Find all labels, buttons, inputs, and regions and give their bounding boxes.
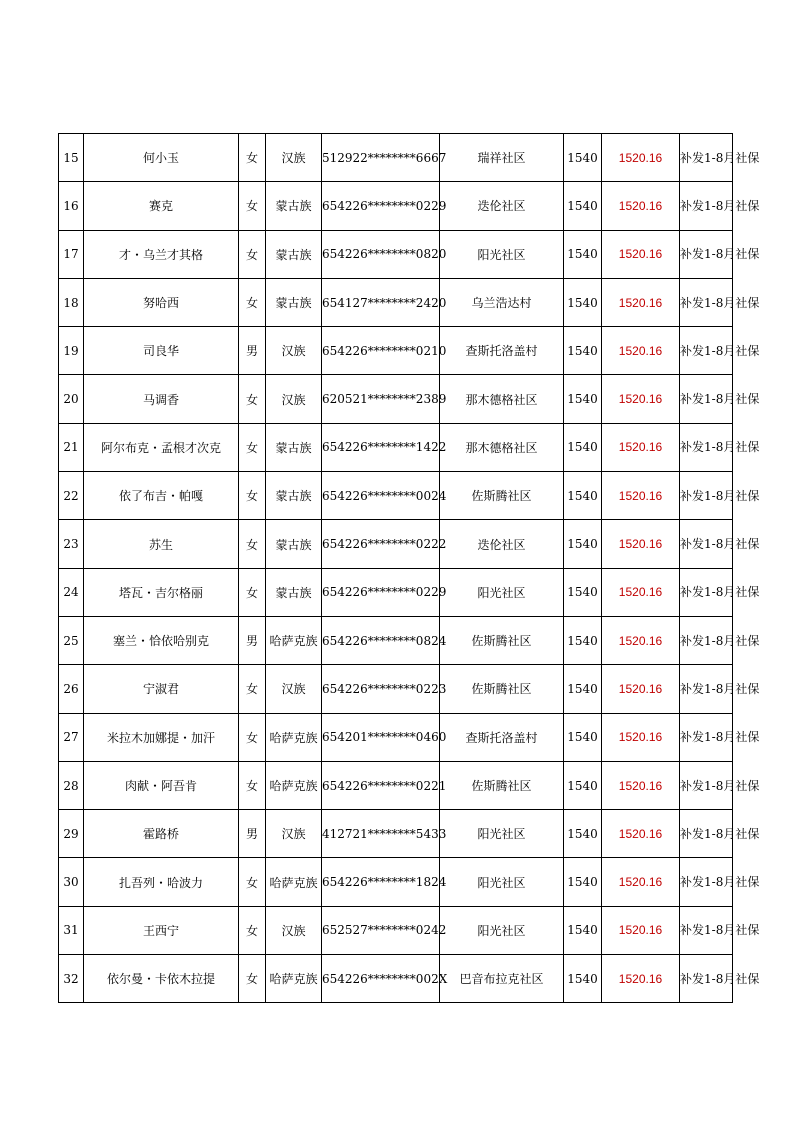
table-row bbox=[59, 472, 733, 520]
row-number-cell: 16 bbox=[59, 182, 84, 230]
row-number-cell: 27 bbox=[59, 713, 84, 761]
row-number-cell: 28 bbox=[59, 761, 84, 809]
community-cell: 迭伦社区 bbox=[440, 182, 564, 230]
gender-cell: 女 bbox=[239, 665, 266, 713]
table-row bbox=[59, 858, 733, 906]
payment-amount-cell: 1520.16 bbox=[602, 761, 680, 809]
id-number-cell: 654226********0229 bbox=[322, 568, 440, 616]
gender-cell: 女 bbox=[239, 423, 266, 471]
community-cell: 迭伦社区 bbox=[440, 520, 564, 568]
id-number-cell: 654226********002X bbox=[322, 955, 440, 1003]
payment-amount-cell: 1520.16 bbox=[602, 327, 680, 375]
community-cell: 佐斯腾社区 bbox=[440, 665, 564, 713]
remark-cell: 补发1-8月社保 bbox=[680, 906, 733, 954]
ethnicity-cell: 蒙古族 bbox=[266, 520, 322, 568]
payment-amount-cell: 1520.16 bbox=[602, 278, 680, 326]
ethnicity-cell: 蒙古族 bbox=[266, 423, 322, 471]
gender-cell: 男 bbox=[239, 616, 266, 664]
row-number-cell: 18 bbox=[59, 278, 84, 326]
id-number-cell: 654226********0024 bbox=[322, 472, 440, 520]
standard-amount-cell: 1540 bbox=[564, 375, 602, 423]
table-row bbox=[59, 713, 733, 761]
ethnicity-cell: 蒙古族 bbox=[266, 568, 322, 616]
gender-cell: 女 bbox=[239, 520, 266, 568]
row-number-cell: 32 bbox=[59, 955, 84, 1003]
payment-amount-cell: 1520.16 bbox=[602, 810, 680, 858]
person-name-cell: 苏生 bbox=[84, 520, 239, 568]
standard-amount-cell: 1540 bbox=[564, 858, 602, 906]
community-cell: 乌兰浩达村 bbox=[440, 278, 564, 326]
row-number-cell: 22 bbox=[59, 472, 84, 520]
id-number-cell: 654226********0223 bbox=[322, 665, 440, 713]
gender-cell: 女 bbox=[239, 472, 266, 520]
remark-cell: 补发1-8月社保 bbox=[680, 230, 733, 278]
ethnicity-cell: 汉族 bbox=[266, 810, 322, 858]
payment-amount-cell: 1520.16 bbox=[602, 616, 680, 664]
payment-amount-cell: 1520.16 bbox=[602, 423, 680, 471]
community-cell: 佐斯腾社区 bbox=[440, 472, 564, 520]
id-number-cell: 654226********0824 bbox=[322, 616, 440, 664]
ethnicity-cell: 蒙古族 bbox=[266, 278, 322, 326]
gender-cell: 女 bbox=[239, 858, 266, 906]
table-row bbox=[59, 810, 733, 858]
id-number-cell: 652527********0242 bbox=[322, 906, 440, 954]
remark-cell: 补发1-8月社保 bbox=[680, 472, 733, 520]
payment-amount-cell: 1520.16 bbox=[602, 858, 680, 906]
standard-amount-cell: 1540 bbox=[564, 616, 602, 664]
ethnicity-cell: 汉族 bbox=[266, 134, 322, 182]
community-cell: 佐斯腾社区 bbox=[440, 616, 564, 664]
community-cell: 阳光社区 bbox=[440, 906, 564, 954]
table-row bbox=[59, 423, 733, 471]
id-number-cell: 654226********0210 bbox=[322, 327, 440, 375]
id-number-cell: 654127********2420 bbox=[322, 278, 440, 326]
ethnicity-cell: 哈萨克族 bbox=[266, 955, 322, 1003]
standard-amount-cell: 1540 bbox=[564, 520, 602, 568]
payment-amount-cell: 1520.16 bbox=[602, 134, 680, 182]
remark-cell: 补发1-8月社保 bbox=[680, 858, 733, 906]
row-number-cell: 25 bbox=[59, 616, 84, 664]
payment-amount-cell: 1520.16 bbox=[602, 375, 680, 423]
remark-cell: 补发1-8月社保 bbox=[680, 182, 733, 230]
ethnicity-cell: 汉族 bbox=[266, 375, 322, 423]
ethnicity-cell: 哈萨克族 bbox=[266, 858, 322, 906]
standard-amount-cell: 1540 bbox=[564, 568, 602, 616]
payment-amount-cell: 1520.16 bbox=[602, 665, 680, 713]
gender-cell: 女 bbox=[239, 955, 266, 1003]
community-cell: 瑞祥社区 bbox=[440, 134, 564, 182]
payment-amount-cell: 1520.16 bbox=[602, 955, 680, 1003]
person-name-cell: 努哈西 bbox=[84, 278, 239, 326]
row-number-cell: 23 bbox=[59, 520, 84, 568]
table-row bbox=[59, 230, 733, 278]
id-number-cell: 412721********5433 bbox=[322, 810, 440, 858]
person-name-cell: 肉献・阿吾肯 bbox=[84, 761, 239, 809]
standard-amount-cell: 1540 bbox=[564, 423, 602, 471]
remark-cell: 补发1-8月社保 bbox=[680, 713, 733, 761]
gender-cell: 男 bbox=[239, 810, 266, 858]
payment-amount-cell: 1520.16 bbox=[602, 906, 680, 954]
community-cell: 阳光社区 bbox=[440, 858, 564, 906]
subsidy-roster-table bbox=[58, 133, 760, 1003]
row-number-cell: 29 bbox=[59, 810, 84, 858]
gender-cell: 女 bbox=[239, 134, 266, 182]
table-row bbox=[59, 955, 733, 1003]
remark-cell: 补发1-8月社保 bbox=[680, 278, 733, 326]
person-name-cell: 依尔曼・卡依木拉提 bbox=[84, 955, 239, 1003]
table-row bbox=[59, 327, 733, 375]
standard-amount-cell: 1540 bbox=[564, 327, 602, 375]
row-number-cell: 26 bbox=[59, 665, 84, 713]
table-row bbox=[59, 375, 733, 423]
table-row bbox=[59, 665, 733, 713]
community-cell: 查斯托洛盖村 bbox=[440, 327, 564, 375]
person-name-cell: 才・乌兰才其格 bbox=[84, 230, 239, 278]
remark-cell: 补发1-8月社保 bbox=[680, 761, 733, 809]
id-number-cell: 654226********0221 bbox=[322, 761, 440, 809]
remark-cell: 补发1-8月社保 bbox=[680, 810, 733, 858]
table-row bbox=[59, 134, 733, 182]
person-name-cell: 司良华 bbox=[84, 327, 239, 375]
payment-amount-cell: 1520.16 bbox=[602, 230, 680, 278]
table-row bbox=[59, 568, 733, 616]
remark-cell: 补发1-8月社保 bbox=[680, 955, 733, 1003]
person-name-cell: 米拉木加娜提・加汗 bbox=[84, 713, 239, 761]
remark-cell: 补发1-8月社保 bbox=[680, 665, 733, 713]
community-cell: 阳光社区 bbox=[440, 810, 564, 858]
standard-amount-cell: 1540 bbox=[564, 230, 602, 278]
id-number-cell: 654226********0820 bbox=[322, 230, 440, 278]
standard-amount-cell: 1540 bbox=[564, 278, 602, 326]
roster-body bbox=[59, 134, 760, 1003]
table-row bbox=[59, 278, 733, 326]
id-number-cell: 512922********6667 bbox=[322, 134, 440, 182]
standard-amount-cell: 1540 bbox=[564, 665, 602, 713]
person-name-cell: 阿尔布克・孟根才次克 bbox=[84, 423, 239, 471]
remark-cell: 补发1-8月社保 bbox=[680, 327, 733, 375]
id-number-cell: 654226********0222 bbox=[322, 520, 440, 568]
person-name-cell: 霍路桥 bbox=[84, 810, 239, 858]
person-name-cell: 何小玉 bbox=[84, 134, 239, 182]
standard-amount-cell: 1540 bbox=[564, 713, 602, 761]
community-cell: 阳光社区 bbox=[440, 230, 564, 278]
gender-cell: 女 bbox=[239, 182, 266, 230]
community-cell: 那木德格社区 bbox=[440, 375, 564, 423]
table-row bbox=[59, 182, 733, 230]
id-number-cell: 654226********0229 bbox=[322, 182, 440, 230]
remark-cell: 补发1-8月社保 bbox=[680, 134, 733, 182]
standard-amount-cell: 1540 bbox=[564, 182, 602, 230]
person-name-cell: 塞兰・恰依哈别克 bbox=[84, 616, 239, 664]
row-number-cell: 24 bbox=[59, 568, 84, 616]
standard-amount-cell: 1540 bbox=[564, 810, 602, 858]
row-number-cell: 20 bbox=[59, 375, 84, 423]
payment-amount-cell: 1520.16 bbox=[602, 520, 680, 568]
gender-cell: 女 bbox=[239, 278, 266, 326]
gender-cell: 女 bbox=[239, 761, 266, 809]
standard-amount-cell: 1540 bbox=[564, 761, 602, 809]
payment-amount-cell: 1520.16 bbox=[602, 472, 680, 520]
payment-amount-cell: 1520.16 bbox=[602, 182, 680, 230]
gender-cell: 女 bbox=[239, 713, 266, 761]
gender-cell: 女 bbox=[239, 230, 266, 278]
table-row bbox=[59, 616, 733, 664]
remark-cell: 补发1-8月社保 bbox=[680, 520, 733, 568]
ethnicity-cell: 蒙古族 bbox=[266, 230, 322, 278]
person-name-cell: 马调香 bbox=[84, 375, 239, 423]
ethnicity-cell: 哈萨克族 bbox=[266, 761, 322, 809]
ethnicity-cell: 哈萨克族 bbox=[266, 713, 322, 761]
ethnicity-cell: 汉族 bbox=[266, 906, 322, 954]
table-row bbox=[59, 906, 733, 954]
community-cell: 查斯托洛盖村 bbox=[440, 713, 564, 761]
gender-cell: 女 bbox=[239, 906, 266, 954]
id-number-cell: 620521********2389 bbox=[322, 375, 440, 423]
person-name-cell: 王西宁 bbox=[84, 906, 239, 954]
table-row bbox=[59, 761, 733, 809]
row-number-cell: 21 bbox=[59, 423, 84, 471]
standard-amount-cell: 1540 bbox=[564, 134, 602, 182]
payment-amount-cell: 1520.16 bbox=[602, 568, 680, 616]
person-name-cell: 塔瓦・吉尔格丽 bbox=[84, 568, 239, 616]
row-number-cell: 15 bbox=[59, 134, 84, 182]
ethnicity-cell: 汉族 bbox=[266, 327, 322, 375]
gender-cell: 女 bbox=[239, 375, 266, 423]
row-number-cell: 30 bbox=[59, 858, 84, 906]
community-cell: 佐斯腾社区 bbox=[440, 761, 564, 809]
standard-amount-cell: 1540 bbox=[564, 955, 602, 1003]
community-cell: 阳光社区 bbox=[440, 568, 564, 616]
table-row bbox=[59, 520, 733, 568]
person-name-cell: 依了布吉・帕嘎 bbox=[84, 472, 239, 520]
ethnicity-cell: 汉族 bbox=[266, 665, 322, 713]
community-cell: 那木德格社区 bbox=[440, 423, 564, 471]
ethnicity-cell: 蒙古族 bbox=[266, 182, 322, 230]
gender-cell: 男 bbox=[239, 327, 266, 375]
remark-cell: 补发1-8月社保 bbox=[680, 423, 733, 471]
standard-amount-cell: 1540 bbox=[564, 906, 602, 954]
remark-cell: 补发1-8月社保 bbox=[680, 375, 733, 423]
id-number-cell: 654201********0460 bbox=[322, 713, 440, 761]
community-cell: 巴音布拉克社区 bbox=[440, 955, 564, 1003]
payment-amount-cell: 1520.16 bbox=[602, 713, 680, 761]
gender-cell: 女 bbox=[239, 568, 266, 616]
person-name-cell: 赛克 bbox=[84, 182, 239, 230]
id-number-cell: 654226********1824 bbox=[322, 858, 440, 906]
remark-cell: 补发1-8月社保 bbox=[680, 568, 733, 616]
id-number-cell: 654226********1422 bbox=[322, 423, 440, 471]
person-name-cell: 宁淑君 bbox=[84, 665, 239, 713]
row-number-cell: 31 bbox=[59, 906, 84, 954]
standard-amount-cell: 1540 bbox=[564, 472, 602, 520]
person-name-cell: 扎吾列・哈波力 bbox=[84, 858, 239, 906]
ethnicity-cell: 蒙古族 bbox=[266, 472, 322, 520]
ethnicity-cell: 哈萨克族 bbox=[266, 616, 322, 664]
row-number-cell: 19 bbox=[59, 327, 84, 375]
row-number-cell: 17 bbox=[59, 230, 84, 278]
remark-cell: 补发1-8月社保 bbox=[680, 616, 733, 664]
